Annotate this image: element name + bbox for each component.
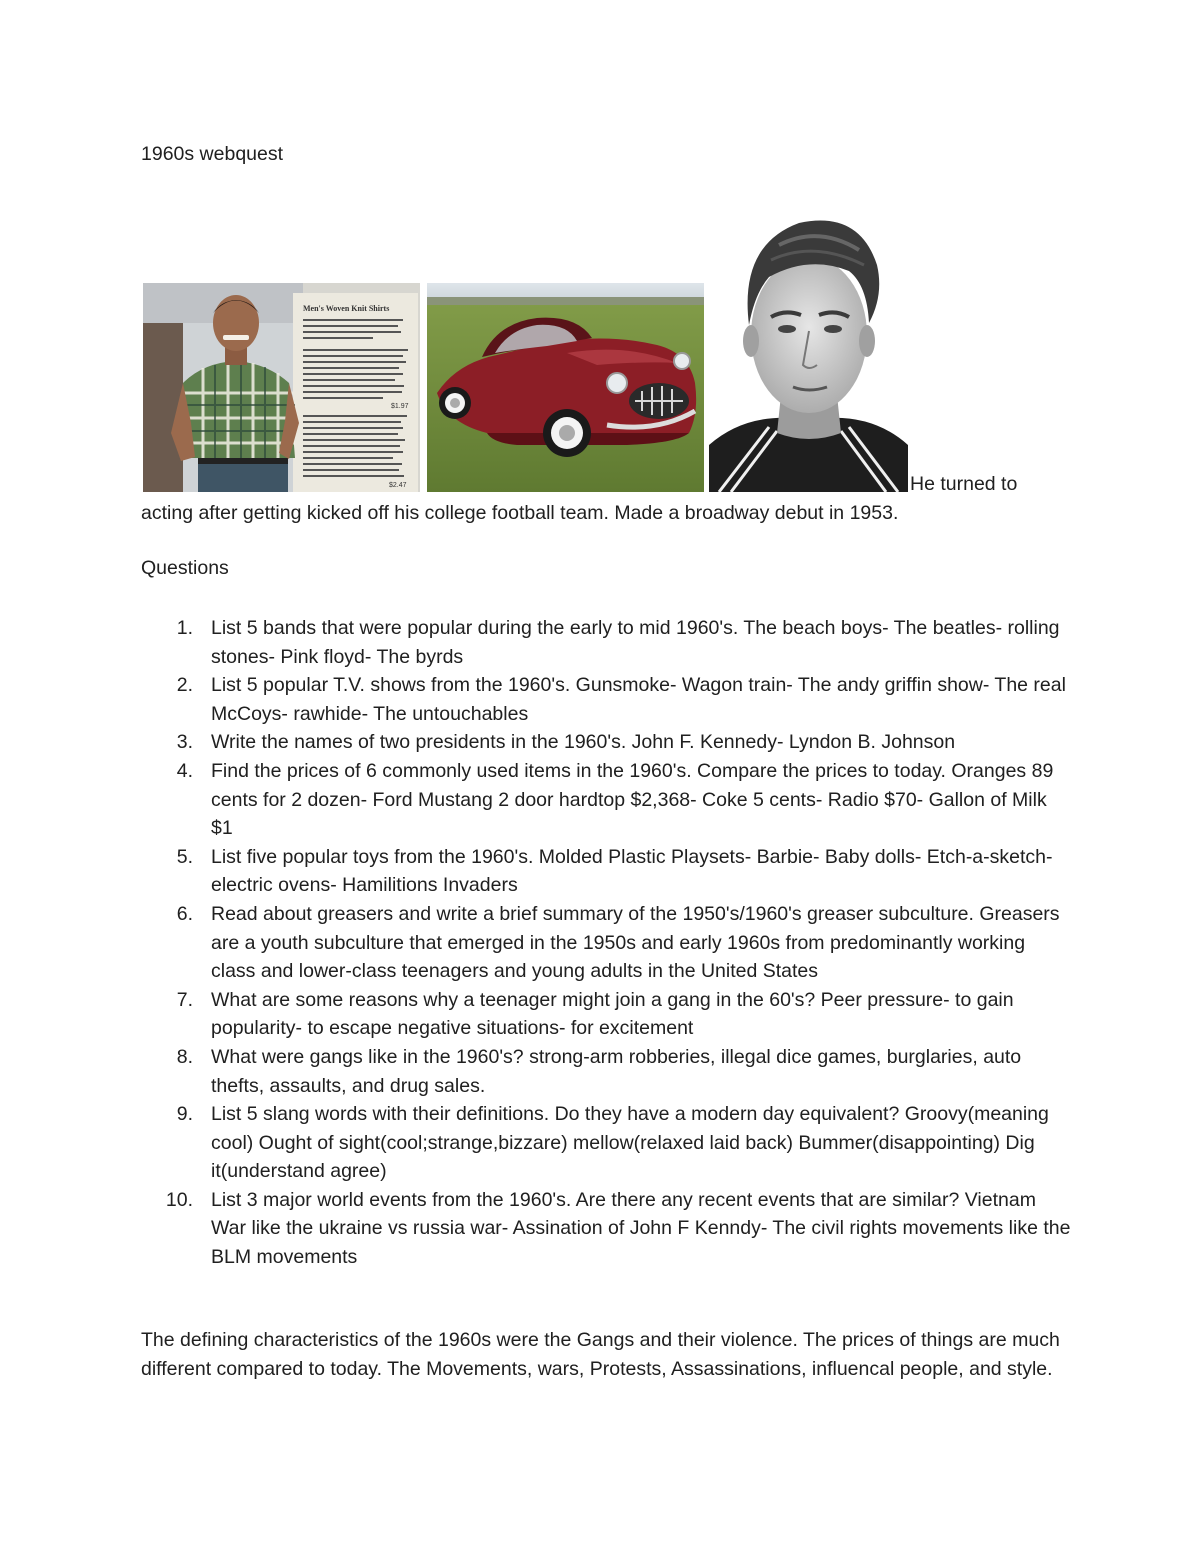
question-number: 4.: [176, 759, 193, 782]
question-number: 2.: [176, 674, 193, 697]
question-item: [141, 1186, 1071, 1272]
question-text: Find the prices of 6 commonly used items in the 1960's. Compare the prices to today. Oranges 89 cents for 2 dozen- Ford Mustang 2 door hardtop $2,368- Coke 5 cents- Radio $70- Gallon of Milk $1: [211, 759, 1054, 840]
question-item: [141, 728, 1071, 757]
question-text: Write the names of two presidents in the 1960's. John F. Kennedy- Lyndon B. Johnson: [211, 731, 956, 754]
question-text: What are some reasons why a teenager might join a gang in the 60's? Peer pressure- to gain popularity- to escape negative situations- for excitement: [211, 988, 1014, 1040]
caption-start: He turned to: [910, 473, 1018, 495]
question-text: List 5 slang words with their definitions. Do they have a modern day equivalent? Groovy(meaning cool) Ought of sight(cool;strange,bizzare) mellow(relaxed laid back) Bummer(disappointing) Dig it(understand agree): [211, 1103, 1049, 1183]
question-item: [141, 843, 1071, 900]
portrait-photo: [709, 205, 908, 492]
summary-paragraph: The defining characteristics of the 1960s were the Gangs and their violence. The prices of things are much different compared to today. The Movements, wars, Protests, Assassinations, influencal people, and style.: [141, 1329, 1060, 1380]
catalog-price-2: $2.47: [389, 482, 407, 489]
car-photo: [427, 283, 704, 492]
question-item: [141, 757, 1071, 843]
question-text: Read about greasers and write a brief summary of the 1950's/1960's greaser subculture. Greasers are a youth subculture that emerged in the 1950s and early 1960s from predominantly working class and lower-class teenagers and young adults in the United States: [211, 902, 1060, 983]
caption-continuation: acting after getting kicked off his college football team. Made a broadway debut in 1953.: [141, 502, 899, 524]
question-number: 9.: [176, 1103, 193, 1126]
question-number: 6.: [176, 902, 193, 925]
question-item: [141, 986, 1071, 1043]
question-number: 1.: [176, 617, 193, 639]
question-item: [141, 900, 1071, 986]
question-number: 7.: [176, 988, 193, 1011]
question-number: 8.: [176, 1045, 193, 1068]
question-number: 10.: [165, 1188, 193, 1211]
question-number: 5.: [176, 845, 193, 868]
question-text: What were gangs like in the 1960's? strong-arm robberies, illegal dice games, burglaries, auto thefts, assaults, and drug sales.: [211, 1045, 1022, 1097]
catalog-photo: [143, 283, 420, 492]
question-text: List five popular toys from the 1960's. Molded Plastic Playsets- Barbie- Baby dolls- Etch-a-sketch- electric ovens- Hamilitions Invaders: [211, 845, 1053, 897]
question-text: List 3 major world events from the 1960's. Are there any recent events that are similar? Vietnam War like the ukraine vs russia war- Assination of John F Kenndy- The civil rights movements like the BLM movements: [211, 1188, 1071, 1269]
question-item: [141, 1100, 1071, 1186]
questions-list: [141, 614, 1071, 1272]
question-number: 3.: [176, 731, 193, 754]
catalog-heading: Men's Woven Knit Shirts: [303, 304, 390, 313]
question-text: List 5 popular T.V. shows from the 1960's. Gunsmoke- Wagon train- The andy griffin show- The real McCoys- rawhide- The untouchables: [211, 674, 1066, 725]
question-item: [141, 614, 1071, 671]
questions-heading: Questions: [141, 557, 229, 579]
document-title: 1960s webquest: [141, 143, 284, 165]
question-item: [141, 1043, 1071, 1100]
catalog-price-1: $1.97: [391, 403, 409, 410]
question-text: List 5 bands that were popular during the early to mid 1960's. The beach boys- The beatles- rolling stones- Pink floyd- The byrds: [211, 617, 1060, 668]
question-item: [141, 671, 1071, 728]
